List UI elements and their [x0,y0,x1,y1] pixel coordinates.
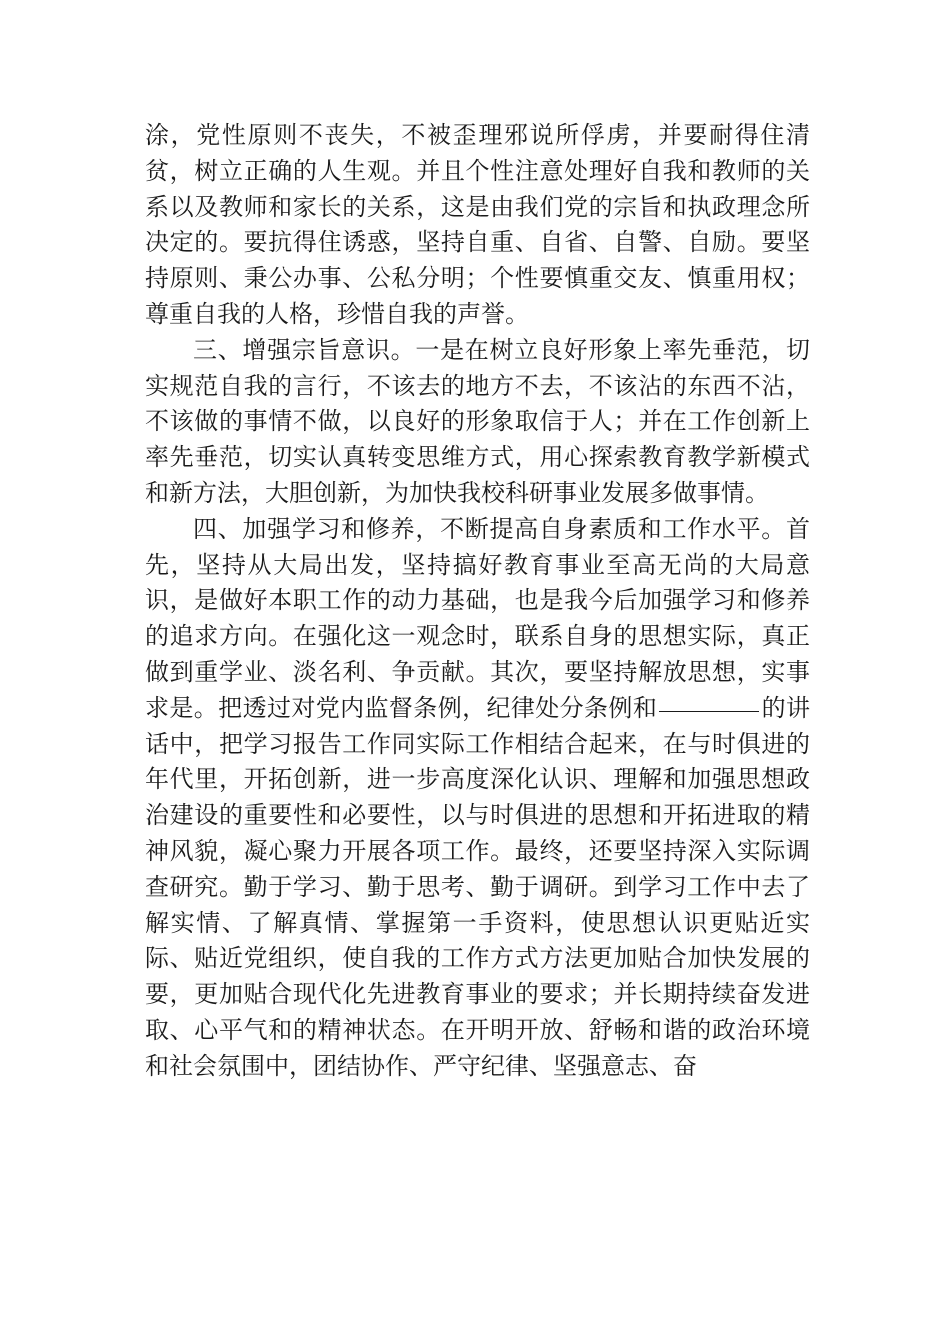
paragraph-section-four [145,512,810,1085]
paragraph-text-after-blank: 的讲话中，把学习报告工作同实际工作相结合起来，在与时俱进的年代里，开拓创新，进一步高度深化认识、理解和加强思想政治建设的重要性和必要性，以与时俱进的思想和开拓进取的精神风貌，凝心聚力开展各项工作。最终，还要坚持深入实际调查研究。勤于学习、勤于思考、勤于调研。到学习工作中去了解实情、了解真情、掌握第一手资料，使思想认识更贴近实际、贴近党组织，使自我的工作方式方法更加贴合加快发展的要，更加贴合现代化先进教育事业的要求；并长期持续奋发进取、心平气和的精神状态。在开明开放、舒畅和谐的政治环境和社会氛围中，团结协作、严守纪律、坚强意志、奋 [145,693,811,1080]
document-body [145,118,810,1085]
paragraph-section-three: 三、增强宗旨意识。一是在树立良好形象上率先垂范，切实规范自我的言行，不该去的地方不去，不该沾的东西不沾，不该做的事情不做，以良好的形象取信于人；并在工作创新上率先垂范，切实认真转变思维方式，用心探索教育教学新模式和新方法，大胆创新，为加快我校科研事业发展多做事情。 [145,335,810,507]
paragraph-text-before-blank: 四、加强学习和修养，不断提高自身素质和工作水平。首先，坚持从大局出发，坚持搞好教育事业至高无尚的大局意识，是做好本职工作的动力基础，也是我今后加强学习和修养的追求方向。在强化这一观念时，联系自身的思想实际，真正做到重学业、淡名利、争贡献。其次，要坚持解放思想，实事求是。把透过对党内监督条例，纪律处分条例和 [145,514,810,722]
fill-in-blank-line [659,710,759,712]
paragraph-continuation: 涂，党性原则不丧失，不被歪理邪说所俘虏，并要耐得住清贫，树立正确的人生观。并且个性注意处理好自我和教师的关系以及教师和家长的关系，这是由我们党的宗旨和执政理念所决定的。要抗得住诱惑，坚持自重、自省、自警、自励。要坚持原则、秉公办事、公私分明；个性要慎重交友、慎重用权；尊重自我的人格，珍惜自我的声誉。 [145,121,810,328]
